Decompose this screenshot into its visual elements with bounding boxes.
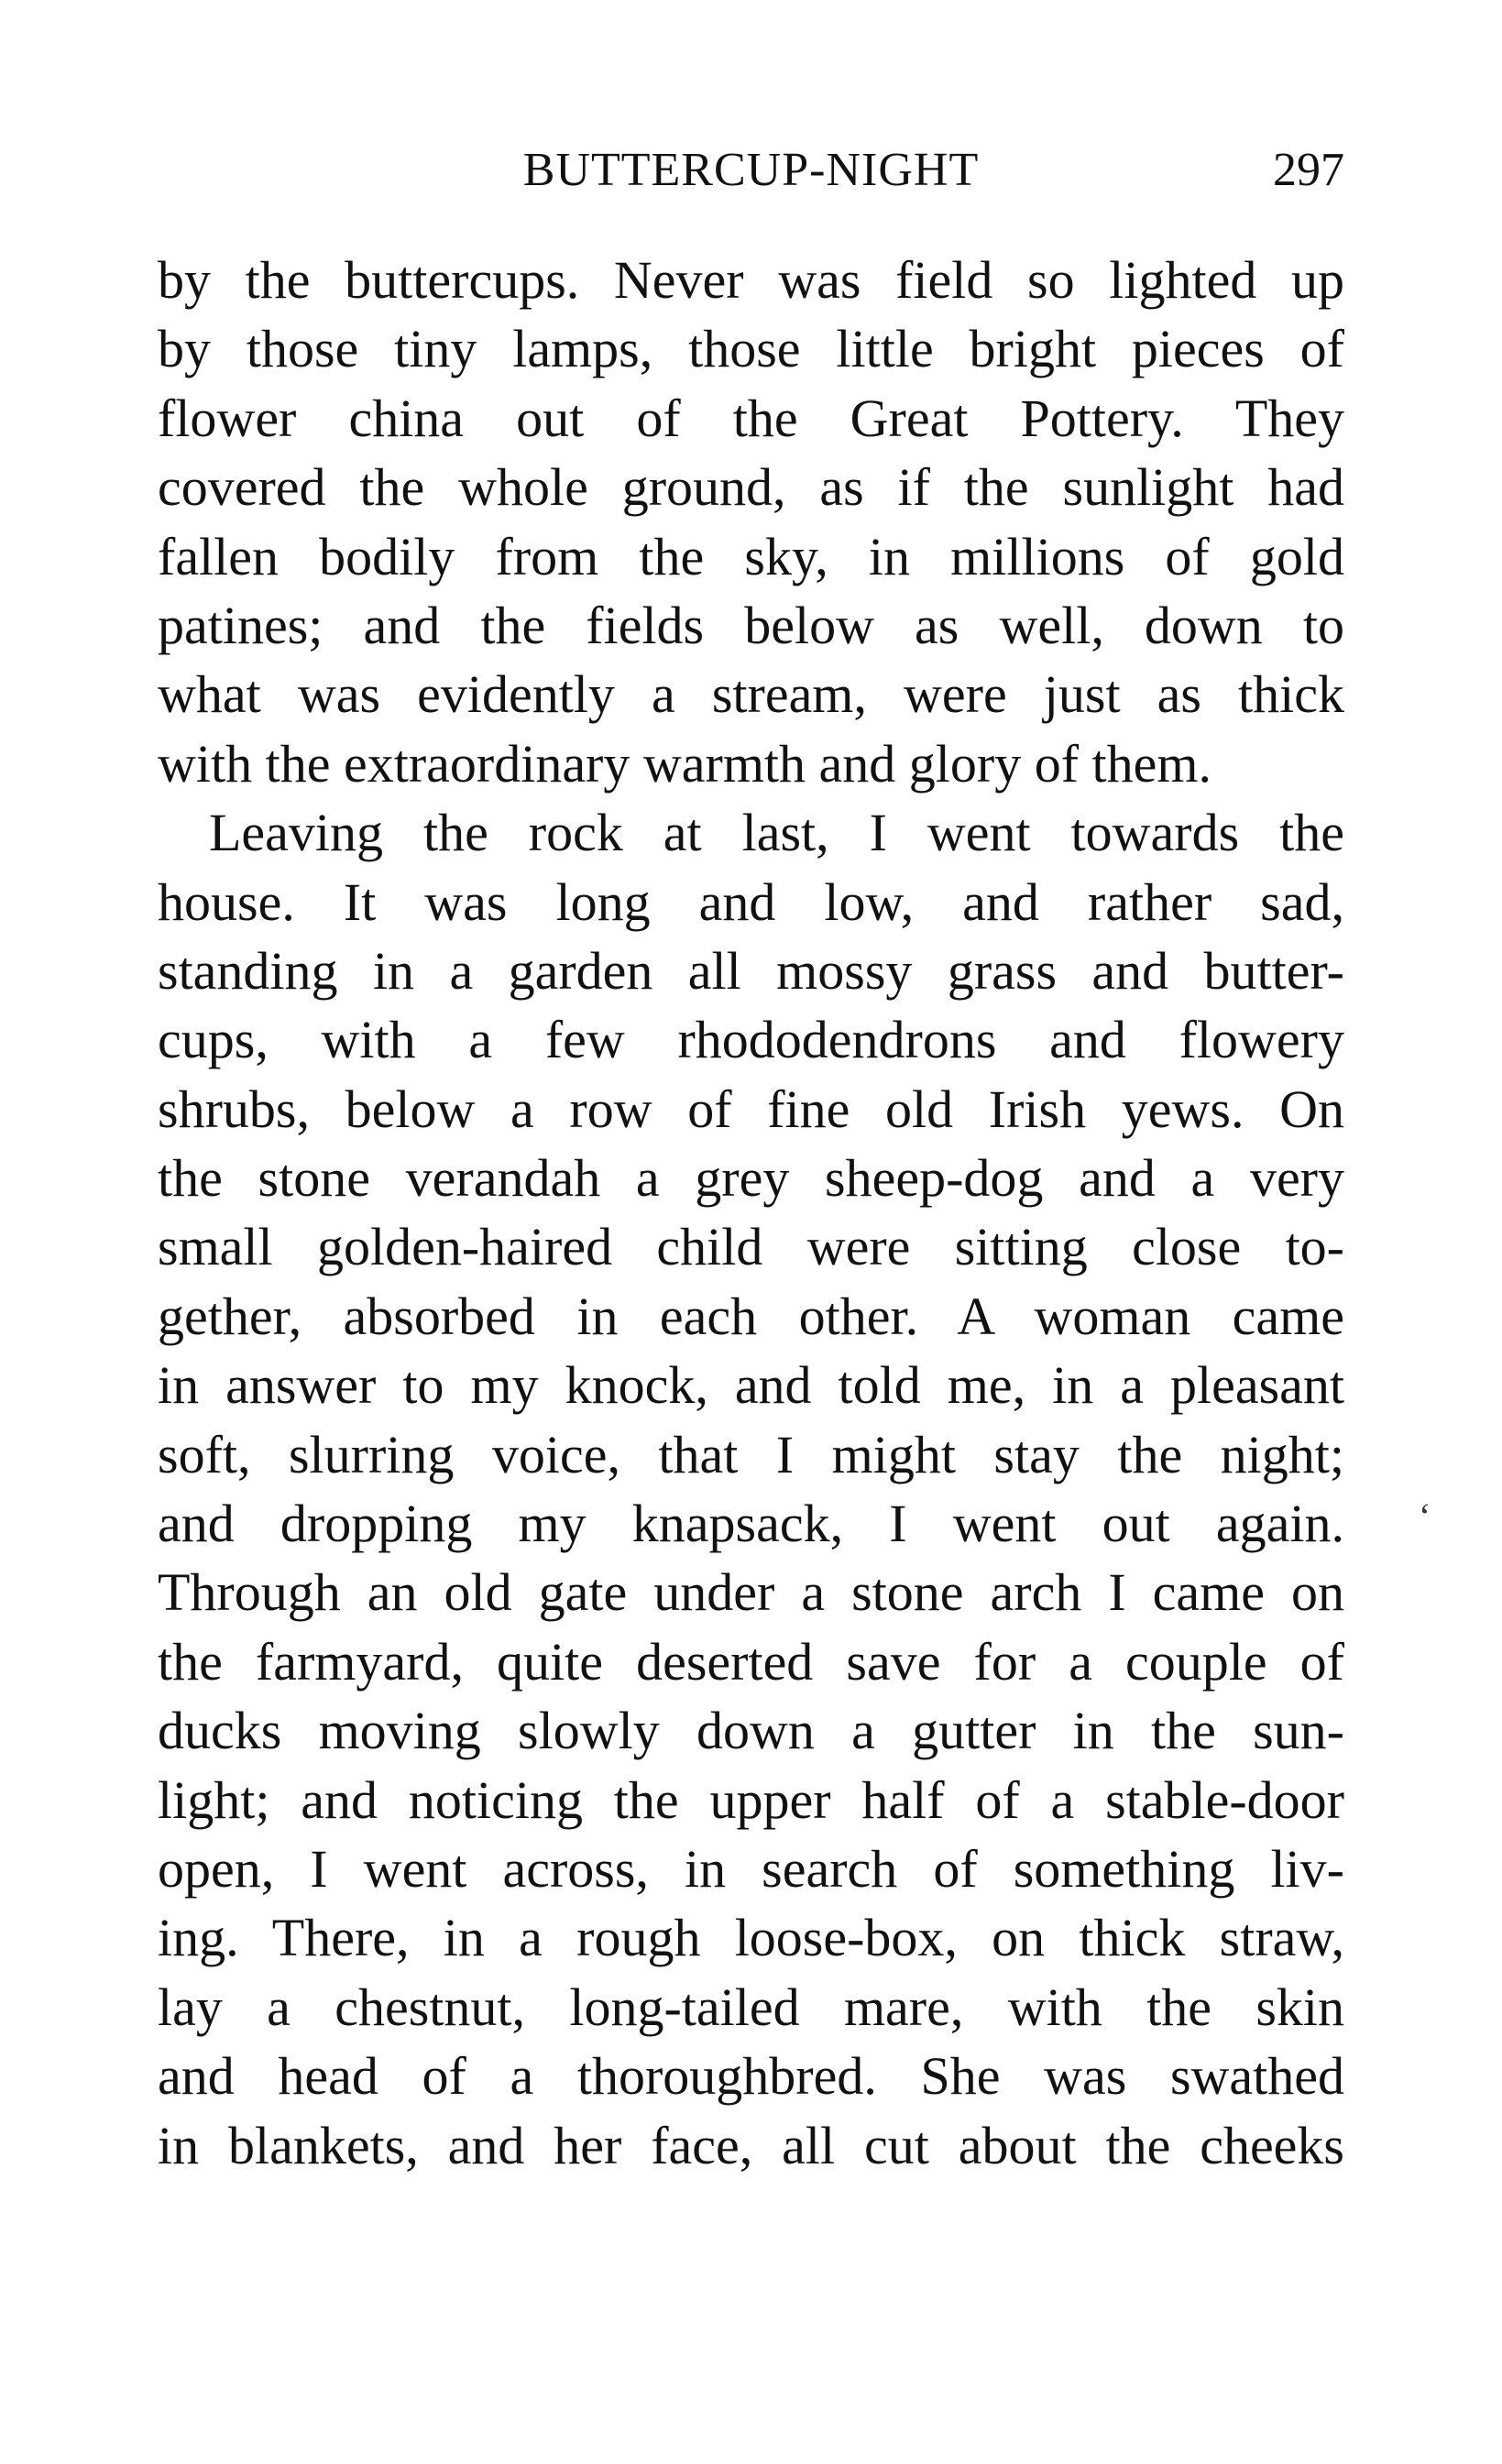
page-number: 297 — [1273, 144, 1344, 196]
text-line: ing. There, in a rough loose-box, on thick straw, — [158, 1908, 1344, 1968]
body-text — [158, 246, 1344, 2180]
text-line: gether, absorbed in each other. A woman came — [158, 1286, 1344, 1346]
text-line: the farmyard, quite deserted save for a couple of — [158, 1631, 1344, 1692]
text-line: and dropping my knapsack, I went out again. — [158, 1494, 1344, 1554]
text-line: house. It was long and low, and rather sad, — [158, 871, 1344, 932]
running-title: BUTTERCUP-NIGHT — [522, 144, 980, 196]
text-line: flower china out of the Great Pottery. They — [158, 388, 1344, 448]
paragraph-first-line: Leaving the rock at last, I went towards the — [209, 803, 1344, 863]
text-line: what was evidently a stream, were just as thick — [158, 664, 1344, 725]
text-line: lay a chestnut, long-tailed mare, with the skin — [158, 1977, 1344, 2037]
text-line: by those tiny lamps, those little bright pieces of — [158, 319, 1344, 379]
text-line: covered the whole ground, as if the sunlight had — [158, 457, 1344, 518]
text-line: patines; and the fields below as well, down to — [158, 595, 1344, 655]
running-head — [158, 137, 1344, 203]
text-line: fallen bodily from the sky, in millions of gold — [158, 526, 1344, 586]
text-line: in answer to my knock, and told me, in a pleasant — [158, 1355, 1344, 1416]
text-line: cups, with a few rhododendrons and flowery — [158, 1010, 1344, 1070]
text-line: the stone verandah a grey sheep-dog and a very — [158, 1148, 1344, 1209]
text-line: shrubs, below a row of fine old Irish yews. On — [158, 1079, 1344, 1139]
text-line: standing in a garden all mossy grass and butter- — [158, 940, 1344, 1001]
text-line: soft, slurring voice, that I might stay the night; — [158, 1424, 1344, 1484]
text-line: with the extraordinary warmth and glory of them. — [158, 733, 1212, 794]
text-line: Through an old gate under a stone arch I came on — [158, 1562, 1344, 1623]
text-line: and head of a thoroughbred. She was swathed — [158, 2046, 1344, 2107]
text-line: open, I went across, in search of something liv- — [158, 1838, 1344, 1899]
text-line: small golden-haired child were sitting close to- — [158, 1217, 1344, 1277]
text-line: light; and noticing the upper half of a stable-door — [158, 1769, 1344, 1830]
text-line: in blankets, and her face, all cut about the cheeks — [158, 2115, 1344, 2175]
text-line: ducks moving slowly down a gutter in the sun- — [158, 1701, 1344, 1761]
stray-ink-mark: ‘ — [1419, 1495, 1431, 1537]
text-line: by the buttercups. Never was field so lighted up — [158, 250, 1344, 310]
